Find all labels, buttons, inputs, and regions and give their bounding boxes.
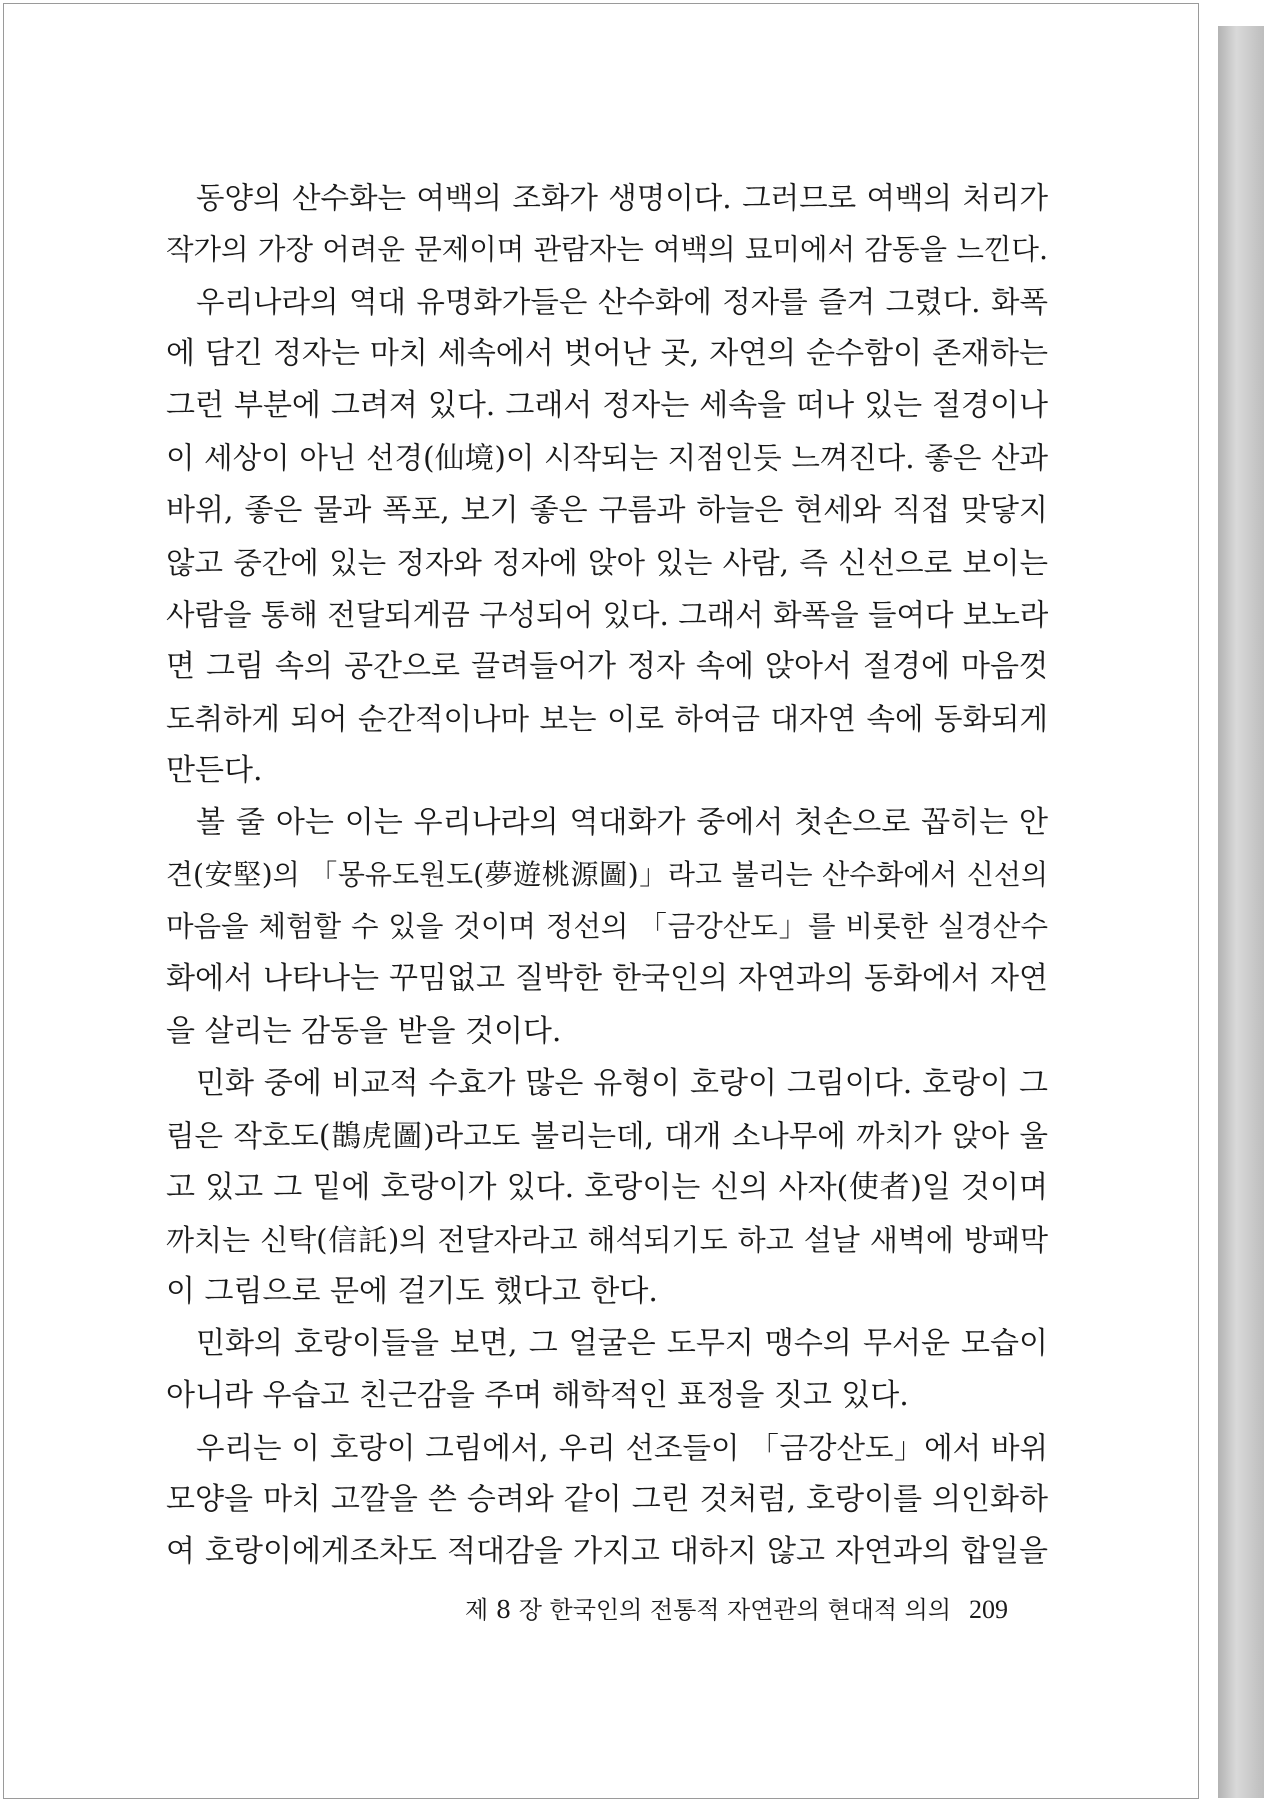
text-line: 견(安堅)의 「몽유도원도(夢遊桃源圖)」라고 불리는 산수화에서 신선의	[166, 858, 1048, 892]
text-line: 에 담긴 정자는 마치 세속에서 벗어난 곳, 자연의 순수함이 존재하는	[166, 336, 1048, 372]
text-line: 만든다.	[166, 753, 263, 789]
text-line: 작가의 가장 어려운 문제이며 관람자는 여백의 묘미에서 감동을 느낀다.	[166, 233, 1048, 267]
text-line: 민화 중에 비교적 수효가 많은 유형이 호랑이 그림이다. 호랑이 그	[196, 1065, 1048, 1101]
text-line: 모양을 마치 고깔을 쓴 승려와 같이 그린 것처럼, 호랑이를 의인화하	[166, 1482, 1048, 1518]
text-line: 우리나라의 역대 유명화가들은 산수화에 정자를 즐겨 그렸다. 화폭	[196, 285, 1048, 320]
text-line: 우리는 이 호랑이 그림에서, 우리 선조들이 「금강산도」에서 바위	[196, 1431, 1048, 1466]
text-line: 바위, 좋은 물과 폭포, 보기 좋은 구름과 하늘은 현세와 직접 맞닿지	[166, 492, 1048, 528]
text-line: 사람을 통해 전달되게끔 구성되어 있다. 그래서 화폭을 들여다 보노라	[166, 597, 1048, 632]
text-line: 림은 작호도(鵲虎圖)라고도 불리는데, 대개 소나무에 까치가 앉아 울	[166, 1118, 1048, 1153]
text-line: 고 있고 그 밑에 호랑이가 있다. 호랑이는 신의 사자(使者)일 것이며	[166, 1169, 1048, 1205]
text-line: 그런 부분에 그려져 있다. 그래서 정자는 세속을 떠나 있는 절경이나	[166, 388, 1048, 424]
text-line: 않고 중간에 있는 정자와 정자에 앉아 있는 사람, 즉 신선으로 보이는	[166, 545, 1048, 580]
text-line: 동양의 산수화는 여백의 조화가 생명이다. 그러므로 여백의 처리가	[196, 181, 1048, 215]
text-line: 면 그림 속의 공간으로 끌려들어가 정자 속에 앉아서 절경에 마음껏	[166, 648, 1048, 684]
page-edge-shadow	[1218, 26, 1264, 1798]
text-line: 을 살리는 감동을 받을 것이다.	[166, 1013, 562, 1049]
running-head: 제 8 장 한국인의 전통적 자연관의 현대적 의의	[465, 1596, 951, 1624]
text-line: 여 호랑이에게조차도 적대감을 가지고 대하지 않고 자연과의 합일을	[166, 1534, 1048, 1570]
text-line: 도취하게 되어 순간적이나마 보는 이로 하여금 대자연 속에 동화되게	[166, 701, 1048, 736]
page-number: 209	[969, 1595, 1008, 1624]
body-text	[166, 172, 1048, 1579]
text-line: 이 그림으로 문에 걸기도 했다고 한다.	[166, 1273, 658, 1309]
text-line: 화에서 나타나는 꾸밈없고 질박한 한국인의 자연과의 동화에서 자연	[166, 961, 1048, 997]
text-line: 민화의 호랑이들을 보면, 그 얼굴은 도무지 맹수의 무서운 모습이	[196, 1326, 1048, 1362]
text-line: 아니라 우습고 친근감을 주며 해학적인 표정을 짓고 있다.	[166, 1378, 909, 1414]
text-line: 까치는 신탁(信託)의 전달자라고 해석되기도 하고 설날 새벽에 방패막	[166, 1222, 1048, 1257]
text-line: 마음을 체험할 수 있을 것이며 정선의 「금강산도」를 비롯한 실경산수	[166, 910, 1048, 944]
text-line: 이 세상이 아닌 선경(仙境)이 시작되는 지점인듯 느껴진다. 좋은 산과	[166, 441, 1048, 476]
text-line: 볼 줄 아는 이는 우리나라의 역대화가 중에서 첫손으로 꼽히는 안	[196, 805, 1048, 841]
page-footer	[460, 1590, 1008, 1625]
